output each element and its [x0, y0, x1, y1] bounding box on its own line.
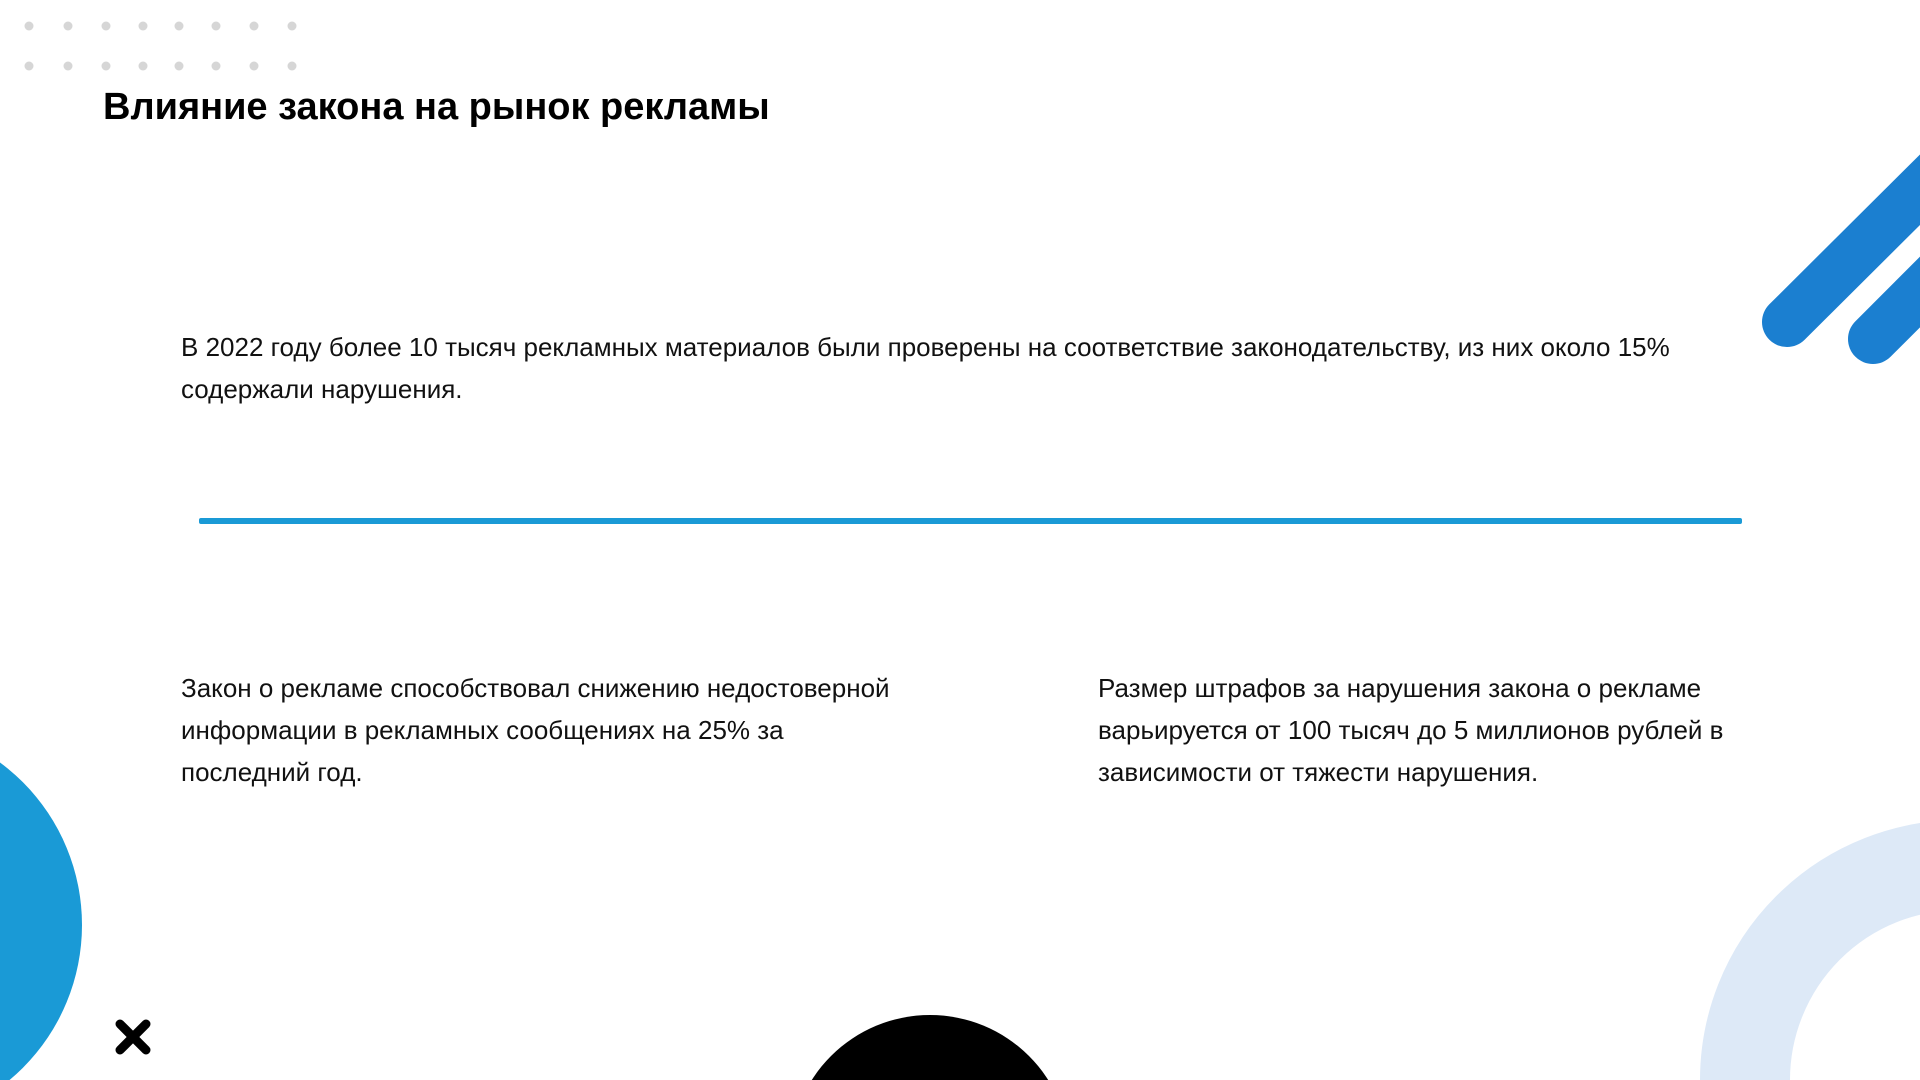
top-paragraph: В 2022 году более 10 тысяч рекламных материалов были проверены на соответствие законодательству, из них около 15% содержали нарушения. — [181, 332, 1670, 404]
divider-line — [199, 518, 1742, 524]
blue-half-circle-decoration — [0, 740, 90, 1080]
diagonal-stripes-decoration — [1740, 140, 1920, 380]
left-paragraph: Закон о рекламе способствовал снижению недостоверной информации в рекламных сообщениях на 25% за последний год. — [181, 673, 890, 787]
dot-grid-decoration — [0, 0, 320, 90]
right-paragraph: Размер штрафов за нарушения закона о рекламе варьируется от 100 тысяч до 5 миллионов рублей в зависимости от тяжести нарушения. — [1098, 673, 1724, 787]
light-blue-ring-decoration — [1700, 820, 1920, 1080]
page-title: Влияние закона на рынок рекламы — [103, 86, 770, 128]
close-icon — [114, 1018, 152, 1056]
black-half-circle-decoration — [790, 1015, 1070, 1080]
